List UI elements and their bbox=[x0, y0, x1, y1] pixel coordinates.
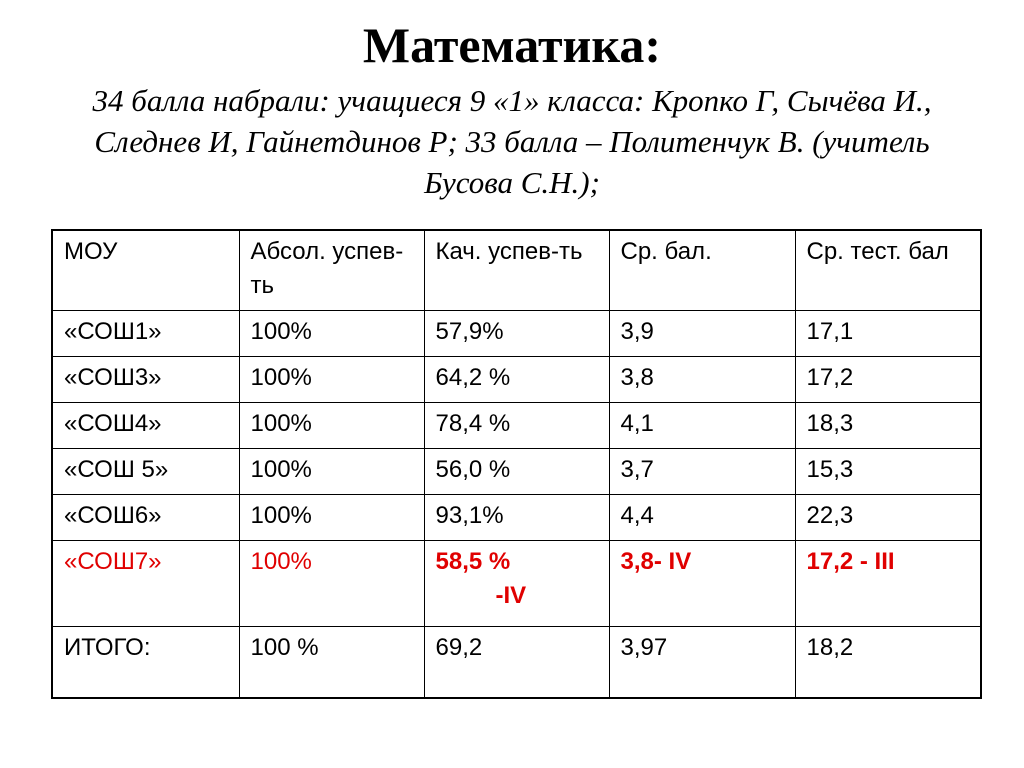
page-subtitle: 34 балла набрали: учащиеся 9 «1» класса: Кропко Г, Сычёва И., Следнев И, Гайнетдинов Р; 33 балла – Политенчук В. (учитель Бусова С.Н.); bbox=[92, 83, 932, 200]
test-avg-cell: 17,2 bbox=[795, 356, 981, 402]
total-row bbox=[52, 626, 981, 698]
school-cell: «СОШ4» bbox=[52, 402, 239, 448]
test-avg-cell: 18,2 bbox=[795, 626, 981, 698]
avg-cell: 3,97 bbox=[609, 626, 795, 698]
table-header-row bbox=[52, 230, 981, 310]
quality-value: 58,5 % bbox=[435, 547, 511, 575]
quality-cell: 69,2 bbox=[424, 626, 609, 698]
avg-cell: 4,4 bbox=[609, 494, 795, 540]
header-cell: Ср. бал. bbox=[609, 230, 795, 310]
school-cell: «СОШ6» bbox=[52, 494, 239, 540]
avg-cell: 3,8 bbox=[609, 356, 795, 402]
quality-rank: -IV bbox=[495, 581, 527, 609]
avg-cell: 3,7 bbox=[609, 448, 795, 494]
header-cell: МОУ bbox=[52, 230, 239, 310]
school-cell: «СОШ3» bbox=[52, 356, 239, 402]
quality-cell: 56,0 % bbox=[424, 448, 609, 494]
abs-cell: 100% bbox=[239, 494, 424, 540]
quality-cell bbox=[424, 540, 609, 626]
page-title: Математика: bbox=[362, 17, 662, 73]
table-row bbox=[52, 402, 981, 448]
test-avg-cell: 17,2 - III bbox=[795, 540, 981, 626]
avg-cell: 3,8- IV bbox=[609, 540, 795, 626]
test-avg-cell: 22,3 bbox=[795, 494, 981, 540]
table-row bbox=[52, 448, 981, 494]
abs-cell: 100% bbox=[239, 448, 424, 494]
table-row bbox=[52, 310, 981, 356]
header-cell: Кач. успев-ть bbox=[424, 230, 609, 310]
quality-cell: 78,4 % bbox=[424, 402, 609, 448]
quality-cell: 57,9% bbox=[424, 310, 609, 356]
total-label-cell: ИТОГО: bbox=[52, 626, 239, 698]
abs-cell: 100% bbox=[239, 356, 424, 402]
table-row bbox=[52, 356, 981, 402]
header-cell: Ср. тест. бал bbox=[795, 230, 981, 310]
table-row bbox=[52, 494, 981, 540]
school-cell: «СОШ1» bbox=[52, 310, 239, 356]
test-avg-cell: 15,3 bbox=[795, 448, 981, 494]
abs-cell: 100% bbox=[239, 402, 424, 448]
test-avg-cell: 18,3 bbox=[795, 402, 981, 448]
quality-cell: 64,2 % bbox=[424, 356, 609, 402]
abs-cell: 100% bbox=[239, 540, 424, 626]
avg-cell: 3,9 bbox=[609, 310, 795, 356]
abs-cell: 100% bbox=[239, 310, 424, 356]
school-cell: «СОШ 5» bbox=[52, 448, 239, 494]
quality-cell: 93,1% bbox=[424, 494, 609, 540]
abs-cell: 100 % bbox=[239, 626, 424, 698]
school-cell: «СОШ7» bbox=[52, 540, 239, 626]
results-table bbox=[51, 229, 982, 699]
avg-cell: 4,1 bbox=[609, 402, 795, 448]
header-cell: Абсол. успев-ть bbox=[239, 230, 424, 310]
highlighted-table-row bbox=[52, 540, 981, 626]
test-avg-cell: 17,1 bbox=[795, 310, 981, 356]
